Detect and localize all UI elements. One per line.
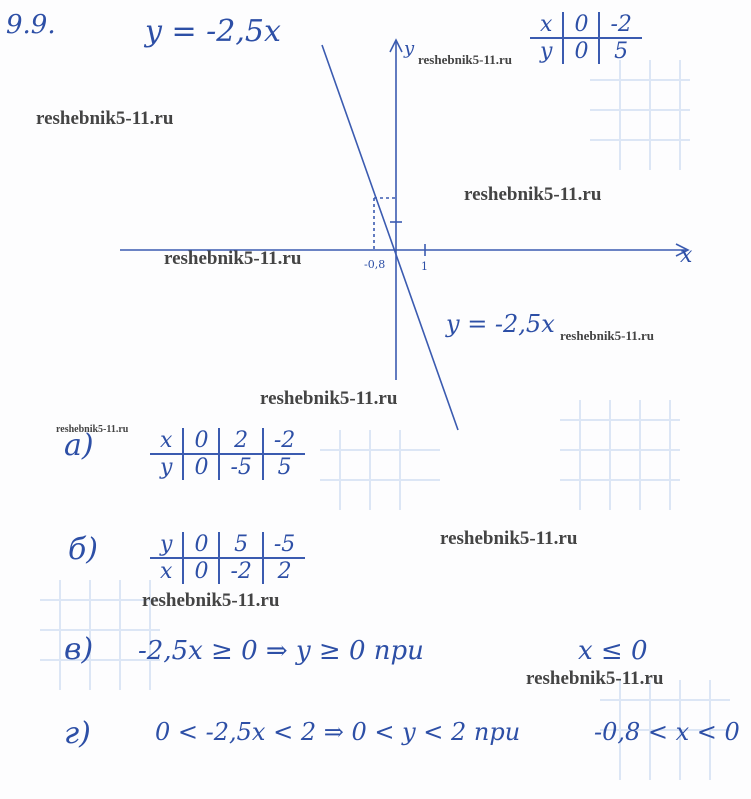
part-b-label: б) (68, 532, 99, 567)
watermark: reshebnik5-11.ru (56, 424, 129, 435)
watermark: reshebnik5-11.ru (260, 388, 398, 409)
part-g-condition: -0,8 < x < 0 (594, 718, 740, 746)
watermark: reshebnik5-11.ru (36, 108, 174, 129)
watermark: reshebnik5-11.ru (440, 528, 578, 549)
part-v-condition: x ≤ 0 (578, 636, 648, 666)
table-cell: -2 (219, 558, 262, 584)
table-cell: 0 (563, 12, 599, 38)
problem-equation: y = -2,5x (145, 14, 281, 49)
x-tick-label: 1 (421, 260, 428, 273)
part-g-label: г) (64, 716, 91, 751)
neg-tick-label: -0,8 (364, 258, 386, 271)
part-b-table (150, 532, 305, 584)
table-cell: 5 (263, 454, 305, 480)
table-cell: 0 (563, 38, 599, 64)
watermark: reshebnik5-11.ru (464, 184, 602, 205)
table-row (150, 558, 305, 584)
part-a-label: а) (64, 428, 94, 463)
table-cell: 2 (219, 428, 262, 454)
table-row (150, 454, 305, 480)
part-v-label: в) (64, 632, 94, 667)
table-cell: 0 (183, 454, 219, 480)
y-axis-label: y (404, 38, 415, 59)
problem-number: 9.9. (6, 10, 56, 40)
part-a-table (150, 428, 305, 480)
table-cell: 2 (263, 558, 305, 584)
table-cell: x (150, 428, 183, 454)
watermark: reshebnik5-11.ru (526, 668, 664, 689)
watermark: reshebnik5-11.ru (142, 590, 280, 611)
x-axis-label: x (680, 243, 693, 268)
table-cell: -2 (599, 12, 641, 38)
watermark: reshebnik5-11.ru (418, 52, 513, 67)
table-cell: 5 (219, 532, 262, 558)
table-cell: -5 (219, 454, 262, 480)
function-line (322, 45, 458, 430)
line-label: y = -2,5x (446, 310, 555, 338)
table-cell: 0 (183, 558, 219, 584)
table-cell: y (540, 39, 553, 64)
table-cell: -2 (263, 428, 305, 454)
part-g-text: 0 < -2,5x < 2 ⇒ 0 < y < 2 при (155, 718, 521, 746)
table-cell: y (160, 455, 173, 480)
table-cell: -5 (263, 532, 305, 558)
table-cell: x (530, 12, 563, 38)
table-cell: 0 (183, 532, 219, 558)
table-cell: y (150, 532, 183, 558)
table-cell: 0 (183, 428, 219, 454)
watermark: reshebnik5-11.ru (560, 328, 655, 343)
table-cell: 5 (599, 38, 641, 64)
table-cell: x (160, 559, 173, 584)
part-v-text: -2,5x ≥ 0 ⇒ y ≥ 0 при (138, 636, 424, 666)
table-row (150, 532, 305, 558)
watermark: reshebnik5-11.ru (164, 248, 302, 269)
table-row (150, 428, 305, 454)
